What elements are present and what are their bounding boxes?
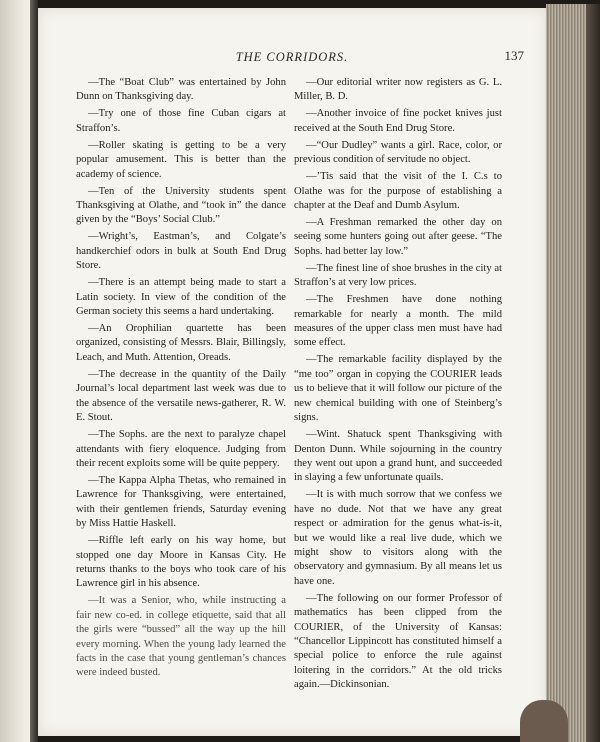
news-item: —The Sophs. are the next to paralyze chapel attendants with fiery eloquence. Judging from their recent exploits some will be quite peppery.: [76, 429, 286, 469]
facing-page-edge: [0, 0, 30, 742]
news-item: —It was a Senior, who, while instructing a fair new co-ed. in college etiquette, said that all the girls were “bussed” all the way up the hill every morning. When the young lady learned the facts in the case that young gentleman’s chances were indeed busted.: [76, 595, 286, 679]
news-item: —The finest line of shoe brushes in the city at Straffon’s at very low prices.: [294, 262, 502, 289]
left-column: [76, 76, 286, 683]
news-item: —The “Boat Club” was entertained by John Dunn on Thanksgiving day.: [76, 77, 286, 103]
news-item: —An Orophilian quartette has been organized, consisting of Messrs. Blair, Billingsly, Leach, and Muth. Attention, Oreads.: [76, 323, 286, 363]
news-item: —Try one of those fine Cuban cigars at Straffon’s.: [76, 108, 286, 134]
news-item: —A Freshman remarked the other day on seeing some hunters going out after geese. “The Sophs. had better lay low.”: [294, 217, 502, 257]
news-item: —Another invoice of fine pocket knives just received at the South End Drug Store.: [294, 108, 502, 134]
news-item: —The following on our former Professor of mathematics has been clipped from the COURIER, of the University of Kansas: “Chancellor Lippincott has constituted himself a special police to enforce the rule against loitering in the corridors.” At the old tricks again.—Dickinsonian.: [294, 592, 502, 691]
news-item: —Wint. Shatuck spent Thanksgiving with Denton Dunn. While sojourning in the country they went out upon a grand hunt, and succeeded in slaying a few unfortunate quails.: [294, 429, 502, 484]
news-item: —The decrease in the quantity of the Daily Journal’s local department last week was due to the absence of the versatile news-gatherer, R. W. E. Stout.: [76, 368, 286, 424]
book-gutter: [30, 0, 38, 742]
page-stack-edge: [546, 4, 600, 742]
news-item: —’Tis said that the visit of the I. C.s to Olathe was for the purpose of establishing a chapter at the Deaf and Dumb Asylum.: [294, 171, 502, 212]
news-item: —There is an attempt being made to start a Latin society. In view of the condition of the German society this seems a hard undertaking.: [76, 277, 286, 318]
news-item: —It is with much sorrow that we confess we have no dude. Not that we have any great respect or admiration for the genus what-is-it, but we would like a real live dude, which we might show to visitors along with the observatory and gymnasium. By all means let us have one.: [294, 489, 502, 587]
news-item: —The remarkable facility displayed by the “me too” organ in copying the COURIER leads us to believe that it will follow our picture of the new chemical building with one of Steinberg’s signs.: [294, 354, 502, 424]
news-item: —Roller skating is getting to be a very popular amusement. This is better than the academy of science.: [76, 139, 286, 180]
news-item: —Ten of the University students spent Thanksgiving at Olathe, and “took in” the dance given by the “Boys’ Social Club.”: [76, 185, 286, 226]
right-column: [294, 76, 502, 695]
holding-thumb: [520, 700, 568, 742]
running-head: [38, 50, 546, 70]
news-item: —The Kappa Alpha Thetas, who remained in Lawrence for Thanksgiving, were entertained, with their gentlemen friends, Saturday evening by Miss Hattie Haskell.: [76, 474, 286, 530]
news-item: —Wright’s, Eastman’s, and Colgate’s handkerchief odors in bulk at South End Drug Store.: [76, 231, 286, 272]
news-item: —“Our Dudley” wants a girl. Race, color, or previous condition of servitude no object.: [294, 139, 502, 166]
page-title: THE CORRIDORS.: [235, 50, 349, 64]
news-item: —Riffle left early on his way home, but stopped one day Moore in Kansas City. He returns thanks to the boys who took care of his Lawrence girl in his absence.: [76, 535, 286, 590]
news-item: —Our editorial writer now registers as G. L. Miller, B. D.: [294, 77, 502, 103]
news-item: —The Freshmen have done nothing remarkable for nearly a month. The mild measures of the upper class men must have had some effect.: [294, 294, 502, 349]
page-number: 137: [504, 48, 524, 63]
